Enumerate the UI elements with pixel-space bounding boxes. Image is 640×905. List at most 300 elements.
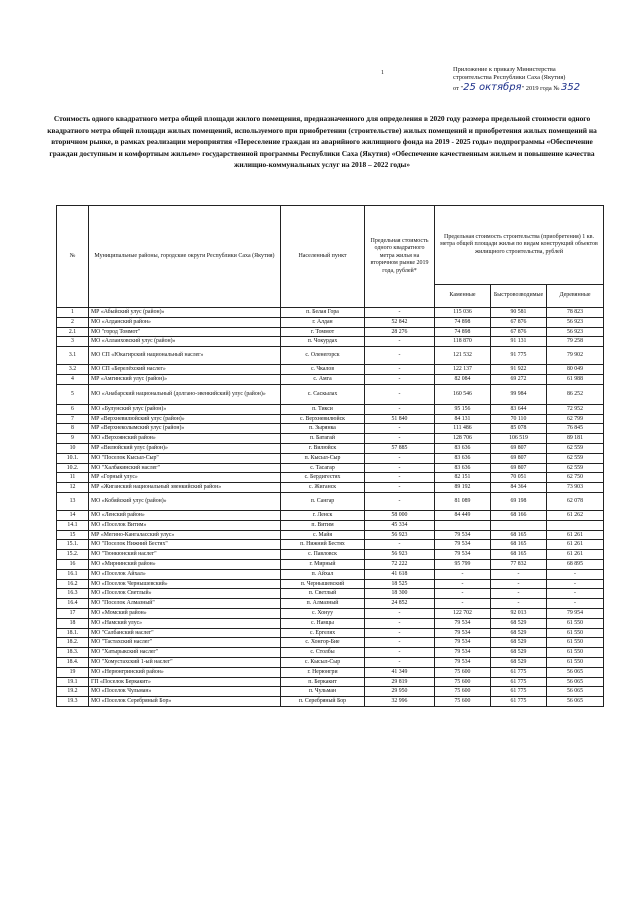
row-fast: 70 110	[491, 414, 547, 424]
row-district: МО «Поселок Витим»	[89, 520, 281, 530]
table-row	[57, 374, 604, 384]
table-row	[57, 677, 604, 687]
row-stone: 83 636	[435, 443, 491, 453]
row-stone: 160 546	[435, 384, 491, 404]
row-district: МО «Поселок Серебряный Бор»	[89, 697, 281, 707]
row-wood: 61 261	[547, 550, 604, 560]
row-fast: 69 807	[491, 453, 547, 463]
row-stone: 75 600	[435, 667, 491, 677]
row-num: 18.4.	[57, 657, 89, 667]
row-locality: г. Вилюйск	[281, 443, 365, 453]
table-row	[57, 347, 604, 365]
row-district: МО "Поселок Алмазный"	[89, 599, 281, 609]
row-wood: 72 952	[547, 404, 604, 414]
row-secondary: 18 525	[365, 579, 435, 589]
row-district: МО "Салбанский наслег"	[89, 628, 281, 638]
table-row	[57, 530, 604, 540]
row-district: МО СП «Берелёхский наслег»	[89, 365, 281, 375]
header-wood: Деревянные	[547, 285, 604, 308]
row-num: 10.1.	[57, 453, 89, 463]
table-row	[57, 589, 604, 599]
row-stone: 84 131	[435, 414, 491, 424]
row-district: МР «Верхнеколымский улус (район)»	[89, 424, 281, 434]
table-row	[57, 317, 604, 327]
row-locality: п. Тикси	[281, 404, 365, 414]
row-secondary: -	[365, 483, 435, 493]
row-secondary: -	[365, 424, 435, 434]
row-locality: п. Серебряный Бор	[281, 697, 365, 707]
row-stone: 74 898	[435, 317, 491, 327]
row-locality: п. Витим	[281, 520, 365, 530]
row-secondary: 29 819	[365, 677, 435, 687]
row-locality: п. Чокурдах	[281, 337, 365, 347]
row-district: МО "Тастахский наслег"	[89, 638, 281, 648]
row-stone: 75 600	[435, 687, 491, 697]
row-stone: 79 534	[435, 638, 491, 648]
row-secondary: 29 950	[365, 687, 435, 697]
row-locality: с. Бердигестях	[281, 473, 365, 483]
row-wood: -	[547, 599, 604, 609]
row-fast: 69 807	[491, 463, 547, 473]
row-wood: 62 799	[547, 414, 604, 424]
row-stone: 79 534	[435, 540, 491, 550]
row-district: МР «Амгинский улус (район)»	[89, 374, 281, 384]
row-num: 19.1	[57, 677, 89, 687]
table-row	[57, 424, 604, 434]
row-fast: 61 775	[491, 687, 547, 697]
row-locality: п. Белая Гора	[281, 308, 365, 318]
row-stone: 95 799	[435, 559, 491, 569]
row-secondary: -	[365, 374, 435, 384]
row-wood: 61 550	[547, 657, 604, 667]
row-district: МО «Ленский район»	[89, 510, 281, 520]
row-fast: 68 165	[491, 550, 547, 560]
row-fast: 99 984	[491, 384, 547, 404]
row-locality: г. Ленск	[281, 510, 365, 520]
row-district: МО "Тюнкюнский наслег"	[89, 550, 281, 560]
row-district: МО «Аллаиховский улус (район)»	[89, 337, 281, 347]
table-row	[57, 618, 604, 628]
row-stone: 82 151	[435, 473, 491, 483]
row-locality: п. Кысыл-Сыр	[281, 453, 365, 463]
row-wood: -	[547, 569, 604, 579]
table-row	[57, 434, 604, 444]
row-locality: с. Хонуу	[281, 608, 365, 618]
row-wood: 62 078	[547, 492, 604, 510]
row-wood	[547, 520, 604, 530]
row-locality: г. Мирный	[281, 559, 365, 569]
row-locality: с. Намцы	[281, 618, 365, 628]
row-wood: 76 845	[547, 424, 604, 434]
table-row	[57, 599, 604, 609]
row-locality: п. Батагай	[281, 434, 365, 444]
row-num: 13	[57, 492, 89, 510]
row-num: 14.1	[57, 520, 89, 530]
row-secondary: 72 222	[365, 559, 435, 569]
row-district: МО "город Томмот"	[89, 327, 281, 337]
row-secondary: 24 852	[365, 599, 435, 609]
table-row	[57, 473, 604, 483]
row-secondary: 28 276	[365, 327, 435, 337]
document-title: Стоимость одного квадратного метра общей площади жилого помещения, предназначенного для определения в 2020 году размера предельной стоимости одного квадратного метра общей площади жилых помещений, используемого при приобретении (строительстве) жилых помещений и приобретения жилых помещений на вторичном рынке, в рамках реализации мероприятия «Переселение граждан из аварийного жилищного фонда на 2019 - 2025 годы» подпрограммы «Обеспечение граждан доступным и комфортным жильем» государственной программы Республики Саха (Якутия) «Обеспечение качественным жильем и повышение качества жилищно-коммунальных услуг на 2018 – 2022 годы»	[47, 114, 597, 169]
row-fast: 84 364	[491, 483, 547, 493]
row-locality: п. Беркакит	[281, 677, 365, 687]
row-fast: -	[491, 569, 547, 579]
table-row	[57, 510, 604, 520]
row-district: МО «Булунский улус (район)»	[89, 404, 281, 414]
page-mark: 1	[381, 70, 384, 76]
row-stone: 82 084	[435, 374, 491, 384]
row-num: 16.1	[57, 569, 89, 579]
row-district: МО «Момский район»	[89, 608, 281, 618]
row-num: 6	[57, 404, 89, 414]
table-row	[57, 638, 604, 648]
table-row	[57, 327, 604, 337]
date-prefix: от "	[453, 85, 464, 92]
row-fast: 92 013	[491, 608, 547, 618]
row-fast: 85 078	[491, 424, 547, 434]
table-row	[57, 337, 604, 347]
row-secondary: 52 842	[365, 317, 435, 327]
row-num: 7	[57, 414, 89, 424]
row-wood: 56 065	[547, 667, 604, 677]
approval-line-2: строительства Республики Саха (Якутия)	[453, 74, 566, 81]
row-wood: 86 252	[547, 384, 604, 404]
row-secondary: -	[365, 540, 435, 550]
row-district: МО «Поселок Светлый»	[89, 589, 281, 599]
row-num: 15	[57, 530, 89, 540]
table-row	[57, 308, 604, 318]
row-secondary: -	[365, 347, 435, 365]
row-wood: -	[547, 589, 604, 599]
table-row	[57, 483, 604, 493]
row-wood: 73 903	[547, 483, 604, 493]
row-locality: г. Алдан	[281, 317, 365, 327]
row-num: 19.2	[57, 687, 89, 697]
header-stone: Каменные	[435, 285, 491, 308]
handwritten-order-number: 352	[561, 82, 581, 93]
header-secondary-market: Предельная стоимость одного квадратного метра жилья на вторичном рынке 2019 года, рублей*	[365, 206, 435, 308]
table-row	[57, 550, 604, 560]
row-num: 11	[57, 473, 89, 483]
table-row	[57, 697, 604, 707]
row-stone: 79 534	[435, 648, 491, 658]
row-num: 19.3	[57, 697, 89, 707]
row-num: 18.3.	[57, 648, 89, 658]
row-stone: 83 636	[435, 463, 491, 473]
row-fast: 91 131	[491, 337, 547, 347]
row-num: 18	[57, 618, 89, 628]
row-secondary: -	[365, 365, 435, 375]
row-district: МО «Алданский район»	[89, 317, 281, 327]
row-locality: с. Амга	[281, 374, 365, 384]
row-num: 3.2	[57, 365, 89, 375]
row-stone: 84 449	[435, 510, 491, 520]
row-secondary: 57 885	[365, 443, 435, 453]
row-wood: 56 065	[547, 697, 604, 707]
table-row	[57, 559, 604, 569]
row-stone: 83 636	[435, 453, 491, 463]
row-fast: 68 529	[491, 638, 547, 648]
row-fast: 68 529	[491, 648, 547, 658]
row-num: 16.2	[57, 579, 89, 589]
row-secondary: 41 618	[365, 569, 435, 579]
table-row	[57, 384, 604, 404]
table-row	[57, 648, 604, 658]
table-row	[57, 608, 604, 618]
row-stone: 115 036	[435, 308, 491, 318]
table-row	[57, 492, 604, 510]
row-district: МО «Верхоянский район»	[89, 434, 281, 444]
table-row	[57, 453, 604, 463]
table-row	[57, 365, 604, 375]
row-fast: 68 529	[491, 657, 547, 667]
row-locality: с. Павловск	[281, 550, 365, 560]
header-district: Муниципальные районы, городские округи Республики Саха (Якутия)	[89, 206, 281, 308]
table-row	[57, 657, 604, 667]
row-stone: 89 192	[435, 483, 491, 493]
row-fast: 83 644	[491, 404, 547, 414]
row-wood: 62 559	[547, 443, 604, 453]
row-fast: 67 876	[491, 317, 547, 327]
row-wood: 61 261	[547, 530, 604, 540]
row-fast: 77 832	[491, 559, 547, 569]
row-num: 15.2.	[57, 550, 89, 560]
row-num: 2	[57, 317, 89, 327]
row-stone: 122 137	[435, 365, 491, 375]
row-num: 16	[57, 559, 89, 569]
row-wood: 56 065	[547, 687, 604, 697]
row-fast: 68 529	[491, 628, 547, 638]
row-fast	[491, 520, 547, 530]
row-district: МР «Абыйский улус (район)»	[89, 308, 281, 318]
row-num: 3	[57, 337, 89, 347]
row-locality: п. Зырянка	[281, 424, 365, 434]
row-locality: с. Чкалов	[281, 365, 365, 375]
row-secondary: -	[365, 648, 435, 658]
row-secondary: -	[365, 463, 435, 473]
row-num: 19	[57, 667, 89, 677]
row-secondary: -	[365, 404, 435, 414]
row-stone: 75 600	[435, 697, 491, 707]
row-locality: г. Томмот	[281, 327, 365, 337]
row-district: МР «Верхневилюйский улус (район)»	[89, 414, 281, 424]
row-secondary: -	[365, 337, 435, 347]
row-secondary: -	[365, 628, 435, 638]
row-stone: -	[435, 599, 491, 609]
row-secondary: -	[365, 638, 435, 648]
row-district: МР «Жиганский национальный эвенкийский район»	[89, 483, 281, 493]
row-num: 16.4	[57, 599, 89, 609]
row-secondary: 51 840	[365, 414, 435, 424]
row-locality: с. Кысыл-Сыр	[281, 657, 365, 667]
row-stone: 79 534	[435, 550, 491, 560]
order-line: от "25 октября" 2019 года № 352	[453, 82, 581, 93]
row-fast: 106 519	[491, 434, 547, 444]
row-wood: 56 923	[547, 327, 604, 337]
header-construction: Предельная стоимость строительства (приобретения) 1 кв. метра общей площади жилья по видам конструкций объектов жилищного строительства, рублей	[435, 206, 604, 285]
row-num: 18.1.	[57, 628, 89, 638]
row-district: МО "Халбакинский наслег"	[89, 463, 281, 473]
row-secondary: -	[365, 492, 435, 510]
row-secondary: 32 996	[365, 697, 435, 707]
row-wood: 62 559	[547, 463, 604, 473]
header-fast: Быстровозводимые	[491, 285, 547, 308]
row-locality: п. Чульман	[281, 687, 365, 697]
row-fast: 69 807	[491, 443, 547, 453]
row-fast: -	[491, 579, 547, 589]
row-locality: п. Айхал	[281, 569, 365, 579]
row-fast: -	[491, 589, 547, 599]
row-wood: 78 823	[547, 308, 604, 318]
row-locality: с. Ергелях	[281, 628, 365, 638]
row-fast: 68 529	[491, 618, 547, 628]
row-fast: 61 775	[491, 697, 547, 707]
table-row	[57, 520, 604, 530]
row-locality: п. Нижний Бестях	[281, 540, 365, 550]
row-num: 17	[57, 608, 89, 618]
row-fast: 69 198	[491, 492, 547, 510]
row-district: МО «Кобяйский улус (район)»	[89, 492, 281, 510]
row-stone: 81 089	[435, 492, 491, 510]
row-secondary: 56 923	[365, 550, 435, 560]
row-district: МО "Хомустахский 1-ый наслег"	[89, 657, 281, 667]
row-stone: 75 600	[435, 677, 491, 687]
row-num: 12	[57, 483, 89, 493]
row-wood: 56 923	[547, 317, 604, 327]
row-wood: 80 049	[547, 365, 604, 375]
row-secondary: -	[365, 434, 435, 444]
row-num: 10.2.	[57, 463, 89, 473]
cost-table	[56, 205, 604, 707]
table-row	[57, 443, 604, 453]
row-num: 14	[57, 510, 89, 520]
row-locality: п. Светлый	[281, 589, 365, 599]
handwritten-date: 25 октября	[463, 82, 522, 93]
row-stone: 79 534	[435, 657, 491, 667]
row-fast: -	[491, 599, 547, 609]
row-stone: 122 702	[435, 608, 491, 618]
row-stone: 74 898	[435, 327, 491, 337]
row-district: МО "Поселок Нижний Бестях"	[89, 540, 281, 550]
row-num: 5	[57, 384, 89, 404]
row-locality: п. Сангар	[281, 492, 365, 510]
row-locality: с. Тасагар	[281, 463, 365, 473]
row-num: 18.2.	[57, 638, 89, 648]
row-wood: 61 550	[547, 648, 604, 658]
row-secondary: 45 334	[365, 520, 435, 530]
row-num: 1	[57, 308, 89, 318]
row-locality: с. Оленегорск	[281, 347, 365, 365]
row-locality: с. Верхневилюйск	[281, 414, 365, 424]
row-num: 16.3	[57, 589, 89, 599]
row-num: 8	[57, 424, 89, 434]
header-num: №	[57, 206, 89, 308]
row-stone: -	[435, 569, 491, 579]
row-wood: 61 550	[547, 628, 604, 638]
row-secondary: -	[365, 308, 435, 318]
row-stone: 121 532	[435, 347, 491, 365]
row-fast: 61 775	[491, 677, 547, 687]
row-fast: 91 922	[491, 365, 547, 375]
row-wood: 56 065	[547, 677, 604, 687]
row-district: МО «Намский улус»	[89, 618, 281, 628]
row-locality: п. Чернышевский	[281, 579, 365, 589]
row-wood: 68 895	[547, 559, 604, 569]
row-fast: 61 775	[491, 667, 547, 677]
row-fast: 70 051	[491, 473, 547, 483]
row-fast: 68 165	[491, 540, 547, 550]
row-fast: 68 166	[491, 510, 547, 520]
row-locality: с. Майя	[281, 530, 365, 540]
row-secondary: 56 923	[365, 530, 435, 540]
row-locality: с. Столбы	[281, 648, 365, 658]
row-stone: 128 706	[435, 434, 491, 444]
row-num: 10	[57, 443, 89, 453]
row-district: МО СП «Юкагирский национальный наслег»	[89, 347, 281, 365]
table-row	[57, 569, 604, 579]
row-wood: 79 258	[547, 337, 604, 347]
row-fast: 68 165	[491, 530, 547, 540]
table-row	[57, 414, 604, 424]
row-stone: 79 534	[435, 628, 491, 638]
row-wood: 62 750	[547, 473, 604, 483]
row-locality: г. Нерюнгри	[281, 667, 365, 677]
row-district: МР «Горный улус»	[89, 473, 281, 483]
table-row	[57, 463, 604, 473]
approval-header	[453, 66, 633, 93]
table-row	[57, 628, 604, 638]
row-num: 4	[57, 374, 89, 384]
row-secondary: -	[365, 453, 435, 463]
row-district: МО "Поселок Кысыл-Сыр"	[89, 453, 281, 463]
row-locality: п. Алмазный	[281, 599, 365, 609]
row-num: 3.1	[57, 347, 89, 365]
approval-line-1: Приложение к приказу Министерства	[453, 66, 556, 73]
row-secondary: -	[365, 384, 435, 404]
table-row	[57, 404, 604, 414]
row-fast: 90 581	[491, 308, 547, 318]
row-district: МО «Мирнинский район»	[89, 559, 281, 569]
row-stone: 118 870	[435, 337, 491, 347]
row-wood: 62 559	[547, 453, 604, 463]
row-wood: 61 550	[547, 638, 604, 648]
row-num: 9	[57, 434, 89, 444]
row-wood: 79 902	[547, 347, 604, 365]
row-wood: 61 261	[547, 540, 604, 550]
row-district: МР «Мегино-Кангаласский улус»	[89, 530, 281, 540]
row-fast: 91 775	[491, 347, 547, 365]
table-row	[57, 579, 604, 589]
row-stone: -	[435, 589, 491, 599]
order-year: 2019 года №	[525, 85, 560, 92]
row-secondary: 58 000	[365, 510, 435, 520]
row-stone: -	[435, 579, 491, 589]
row-stone	[435, 520, 491, 530]
row-district: ГП «Поселок Беркакит»	[89, 677, 281, 687]
row-locality: с. Саскылах	[281, 384, 365, 404]
row-fast: 67 876	[491, 327, 547, 337]
row-wood: 89 181	[547, 434, 604, 444]
row-wood: -	[547, 579, 604, 589]
row-stone: 111 486	[435, 424, 491, 434]
table-row	[57, 667, 604, 677]
header-locality: Населенный пункт	[281, 206, 365, 308]
row-district: МО «Нерюнгринский район»	[89, 667, 281, 677]
row-wood: 61 988	[547, 374, 604, 384]
row-district: МР «Вилюйский улус (район)»	[89, 443, 281, 453]
row-num: 2.1	[57, 327, 89, 337]
